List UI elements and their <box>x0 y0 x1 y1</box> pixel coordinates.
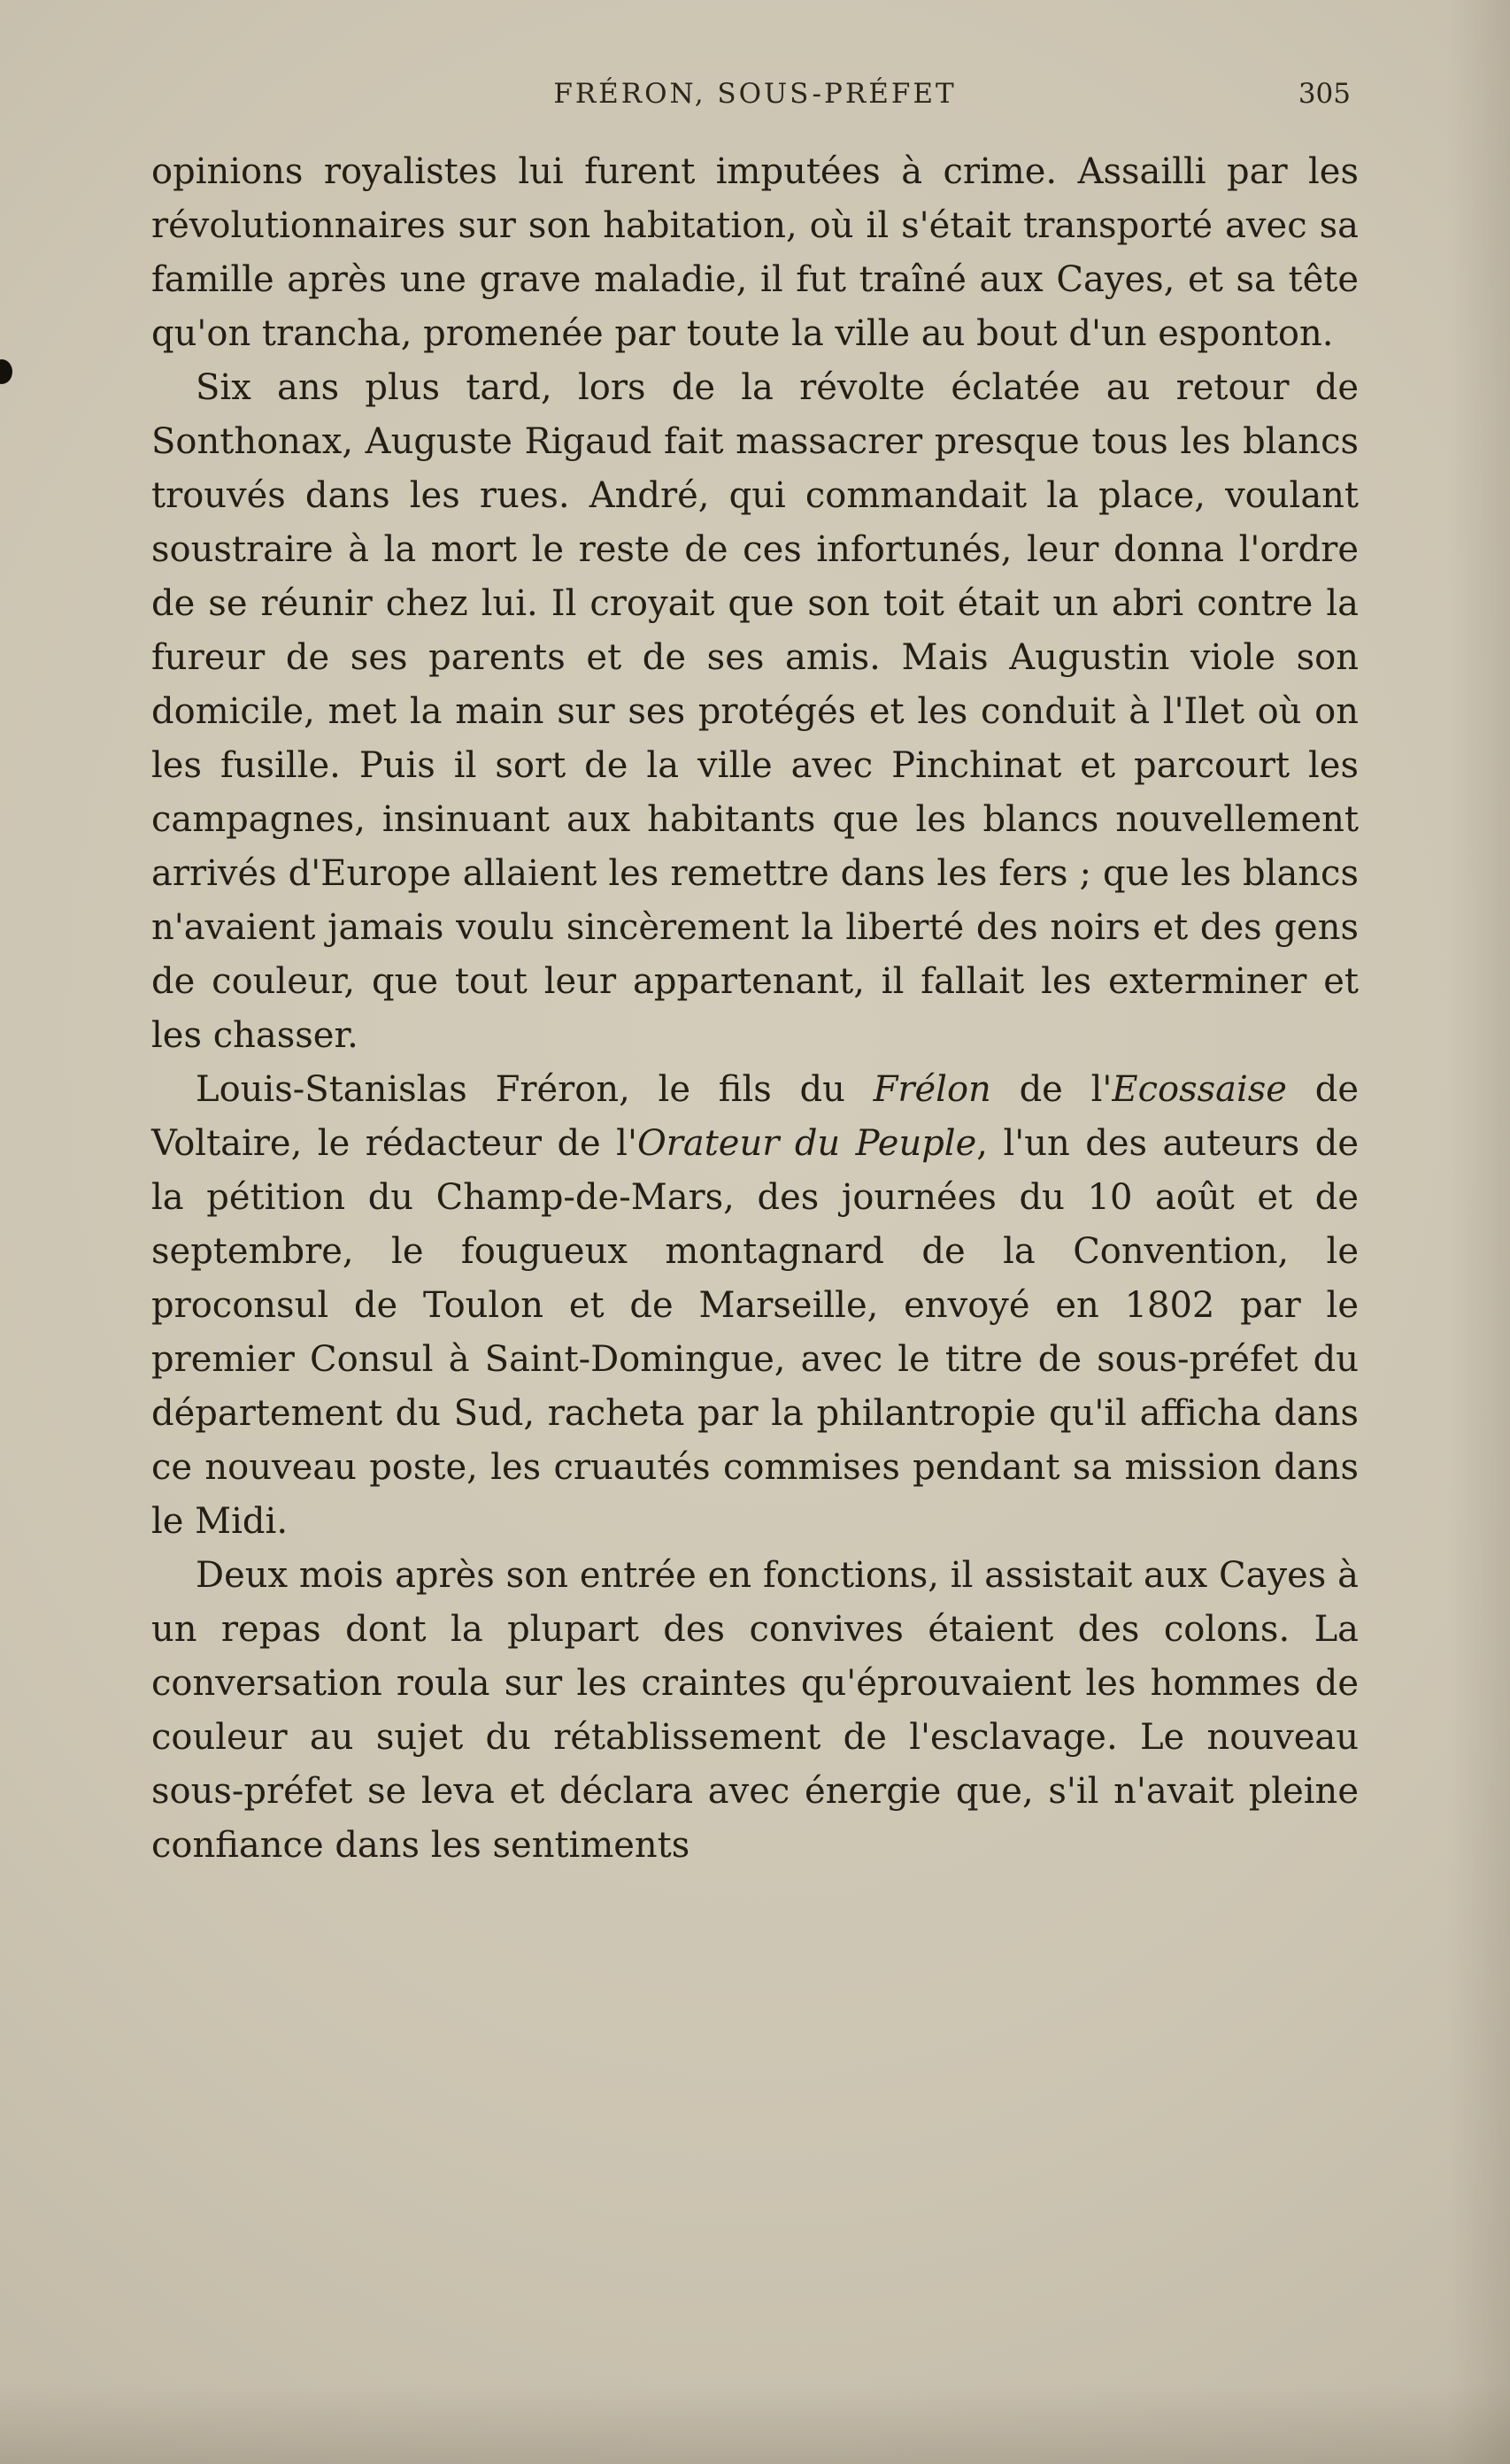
text-run: , l'un des auteurs de la pétition du Champ-de-Mars, des journées du 10 août et de septembre, le fougueux montagnard de la Convention, le proconsul de Toulon et de Marseille, envoyé en 1802 par le premier Consul à Saint-Domingue, avec le titre de sous-préfet du département du Sud, racheta par la philantropie qu'il afficha dans ce nouveau poste, les cruautés commises pendant sa mission dans le Midi. <box>151 1123 1360 1542</box>
text-run: de Voltaire, le rédacteur de l' <box>151 1069 1359 1164</box>
paragraph <box>151 1063 1359 1549</box>
paragraph <box>151 145 1359 361</box>
page-edge-shadow-right <box>1448 0 1510 2464</box>
italic-run: Ecossaise <box>1112 1069 1287 1110</box>
running-head <box>0 0 1510 122</box>
text-run: Six ans plus tard, lors de la révolte éclatée au retour de Sonthonax, Auguste Rigaud fait massacrer presque tous les blancs trouvés dans les rues. André, qui commandait la place, voulant soustraire à la mort le reste de ces infortunés, leur donna l'ordre de se réunir chez lui. Il croyait que son toit était un abri contre la fureur de ses parents et de ses amis. Mais Augustin viole son domicile, met la main sur ses protégés et les conduit à l'Ilet où on les fusille. Puis il sort de la ville avec Pinchinat et parcourt les campagnes, insinuant aux habitants que les blancs nouvellement arrivés d'Europe allaient les remettre dans les fers ; que les blancs n'avaient jamais voulu sincèrement la liberté des noirs et des gens de couleur, que tout leur appartenant, il fallait les exterminer et les chasser. <box>151 367 1359 1056</box>
italic-run: Orateur du Peuple <box>636 1123 977 1164</box>
paragraph <box>151 361 1359 1063</box>
text-run: Deux mois après son entrée en fonctions, il assistait aux Cayes à un repas dont la plupart des convives étaient des colons. La conversation roula sur les craintes qu'éprouvaient les hommes de couleur au sujet du rétablissement de l'esclavage. Le nouveau sous-préfet se leva et déclara avec énergie que, s'il n'avait pleine confiance dans les sentiments <box>151 1555 1359 1866</box>
text-run: Louis-Stanislas Fréron, le fils du <box>196 1069 874 1110</box>
italic-run: Frélon <box>873 1069 991 1110</box>
text-run: opinions royalistes lui furent imputées à crime. Assailli par les révolutionnaires sur son habitation, où il s'était transporté avec sa famille après une grave maladie, il fut traîné aux Cayes, et sa tête qu'on trancha, promenée par toute la ville au bout d'un esponton. <box>151 151 1359 354</box>
paragraph <box>151 1549 1359 1873</box>
page-header-title: FRÉRON, SOUS-PRÉFET <box>553 78 957 110</box>
page-edge-shadow-bottom <box>0 2384 1510 2464</box>
page-number: 305 <box>1298 78 1351 110</box>
text-block <box>151 145 1359 1873</box>
text-run: de l' <box>990 1069 1113 1110</box>
ink-speck <box>0 359 12 384</box>
